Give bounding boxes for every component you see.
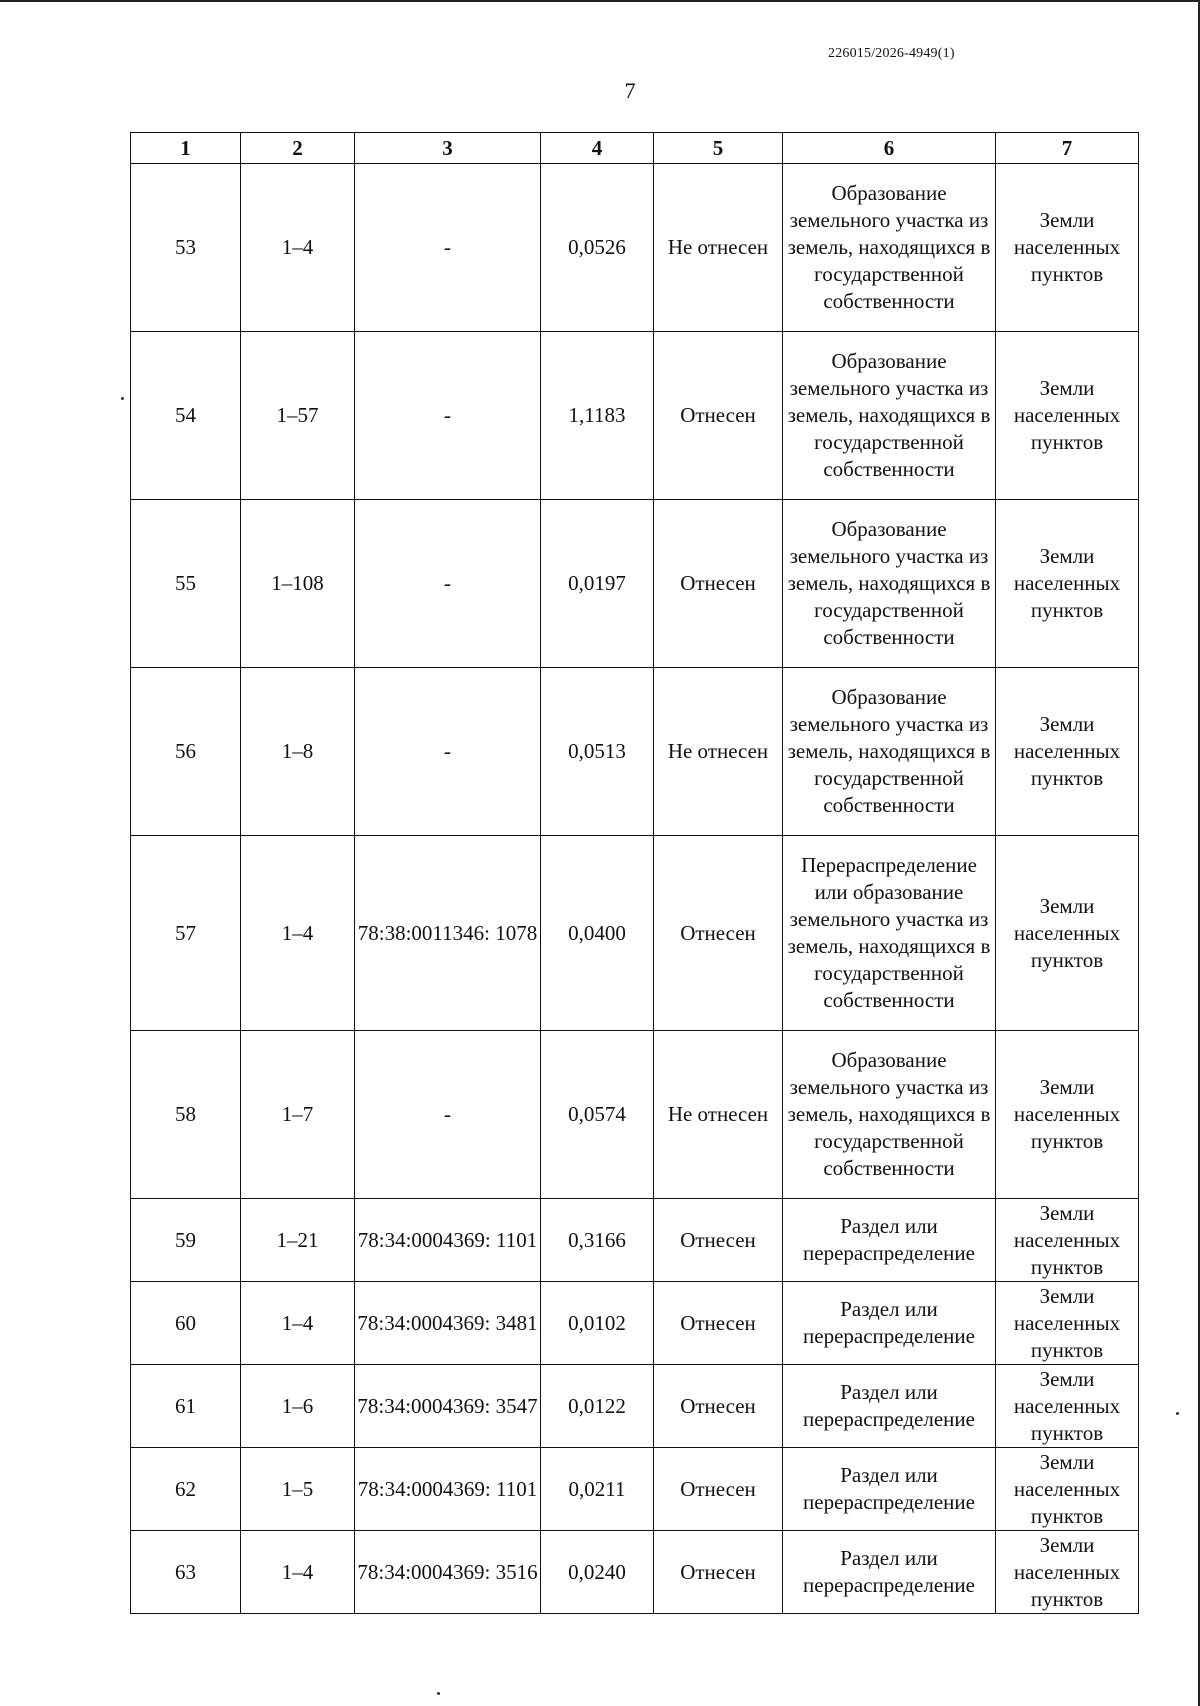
cell-cadastral: -: [355, 1031, 541, 1199]
cell-area: 0,0102: [541, 1282, 654, 1365]
cell-area: 0,0526: [541, 164, 654, 332]
cell-number: 56: [131, 668, 241, 836]
table-row: [131, 1531, 1139, 1614]
cell-method: Раздел или перераспределение: [783, 1448, 996, 1531]
cell-method: Образование земельного участка из земель, находящихся в государственной собственности: [783, 1031, 996, 1199]
scan-speck: [437, 1692, 440, 1695]
cell-number: 60: [131, 1282, 241, 1365]
table-row: [131, 500, 1139, 668]
cell-category: Земли населенных пунктов: [996, 1199, 1139, 1282]
cell-category: Земли населенных пунктов: [996, 1282, 1139, 1365]
cell-area: 0,0197: [541, 500, 654, 668]
cell-method: Образование земельного участка из земель, находящихся в государственной собственности: [783, 164, 996, 332]
cell-status: Отнесен: [654, 332, 783, 500]
cell-number: 53: [131, 164, 241, 332]
cell-category: Земли населенных пунктов: [996, 668, 1139, 836]
cell-points: 1–4: [241, 836, 355, 1031]
cell-method: Раздел или перераспределение: [783, 1199, 996, 1282]
cell-number: 54: [131, 332, 241, 500]
cell-cadastral: 78:34:0004369: 3481: [355, 1282, 541, 1365]
table-row: [131, 164, 1139, 332]
cell-area: 1,1183: [541, 332, 654, 500]
cell-area: 0,0513: [541, 668, 654, 836]
cell-category: Земли населенных пунктов: [996, 332, 1139, 500]
cell-method: Раздел или перераспределение: [783, 1282, 996, 1365]
cell-category: Земли населенных пунктов: [996, 1031, 1139, 1199]
land-plots-table: [130, 132, 1139, 1614]
cell-status: Отнесен: [654, 1365, 783, 1448]
column-header: 6: [783, 133, 996, 164]
cell-status: Не отнесен: [654, 668, 783, 836]
cell-area: 0,3166: [541, 1199, 654, 1282]
cell-points: 1–8: [241, 668, 355, 836]
cell-points: 1–4: [241, 1531, 355, 1614]
column-header: 7: [996, 133, 1139, 164]
cell-points: 1–7: [241, 1031, 355, 1199]
cell-points: 1–4: [241, 164, 355, 332]
cell-cadastral: 78:34:0004369: 1101: [355, 1448, 541, 1531]
column-header: 3: [355, 133, 541, 164]
cell-cadastral: 78:34:0004369: 3547: [355, 1365, 541, 1448]
cell-cadastral: 78:38:0011346: 1078: [355, 836, 541, 1031]
column-header: 4: [541, 133, 654, 164]
cell-category: Земли населенных пунктов: [996, 836, 1139, 1031]
cell-cadastral: 78:34:0004369: 3516: [355, 1531, 541, 1614]
cell-category: Земли населенных пунктов: [996, 164, 1139, 332]
cell-points: 1–5: [241, 1448, 355, 1531]
table-row: [131, 836, 1139, 1031]
table-row: [131, 1031, 1139, 1199]
cell-status: Отнесен: [654, 836, 783, 1031]
cell-number: 55: [131, 500, 241, 668]
cell-status: Отнесен: [654, 1531, 783, 1614]
page-number: 7: [624, 78, 636, 103]
table-row: [131, 1448, 1139, 1531]
cell-number: 58: [131, 1031, 241, 1199]
cell-cadastral: -: [355, 668, 541, 836]
scan-speck: [1176, 1412, 1179, 1415]
cell-category: Земли населенных пунктов: [996, 500, 1139, 668]
column-header: 2: [241, 133, 355, 164]
cell-method: Раздел или перераспределение: [783, 1365, 996, 1448]
cell-number: 62: [131, 1448, 241, 1531]
cell-status: Отнесен: [654, 1448, 783, 1531]
cell-area: 0,0211: [541, 1448, 654, 1531]
cell-method: Образование земельного участка из земель, находящихся в государственной собственности: [783, 332, 996, 500]
cell-area: 0,0400: [541, 836, 654, 1031]
cell-method: Раздел или перераспределение: [783, 1531, 996, 1614]
table-row: [131, 668, 1139, 836]
cell-category: Земли населенных пунктов: [996, 1365, 1139, 1448]
cell-status: Отнесен: [654, 1282, 783, 1365]
cell-status: Не отнесен: [654, 1031, 783, 1199]
cell-status: Не отнесен: [654, 164, 783, 332]
table-header-row: [131, 133, 1139, 164]
cell-method: Образование земельного участка из земель, находящихся в государственной собственности: [783, 500, 996, 668]
cell-points: 1–6: [241, 1365, 355, 1448]
cell-cadastral: -: [355, 332, 541, 500]
cell-area: 0,0240: [541, 1531, 654, 1614]
table-row: [131, 1282, 1139, 1365]
cell-method: Образование земельного участка из земель, находящихся в государственной собственности: [783, 668, 996, 836]
column-header: 5: [654, 133, 783, 164]
cell-cadastral: -: [355, 500, 541, 668]
cell-cadastral: -: [355, 164, 541, 332]
document-number: 226015/2026-4949(1): [828, 46, 955, 61]
cell-points: 1–21: [241, 1199, 355, 1282]
cell-points: 1–4: [241, 1282, 355, 1365]
scan-speck: [121, 397, 124, 400]
cell-category: Земли населенных пунктов: [996, 1531, 1139, 1614]
cell-status: Отнесен: [654, 500, 783, 668]
table-row: [131, 332, 1139, 500]
cell-number: 63: [131, 1531, 241, 1614]
table-row: [131, 1199, 1139, 1282]
cell-points: 1–108: [241, 500, 355, 668]
column-header: 1: [131, 133, 241, 164]
page-border-top: [0, 0, 1200, 2]
cell-number: 61: [131, 1365, 241, 1448]
cell-method: Перераспределение или образование земельного участка из земель, находящихся в государственной собственности: [783, 836, 996, 1031]
cell-area: 0,0574: [541, 1031, 654, 1199]
cell-category: Земли населенных пунктов: [996, 1448, 1139, 1531]
table-row: [131, 1365, 1139, 1448]
cell-number: 57: [131, 836, 241, 1031]
cell-number: 59: [131, 1199, 241, 1282]
cell-cadastral: 78:34:0004369: 1101: [355, 1199, 541, 1282]
cell-status: Отнесен: [654, 1199, 783, 1282]
cell-area: 0,0122: [541, 1365, 654, 1448]
cell-points: 1–57: [241, 332, 355, 500]
